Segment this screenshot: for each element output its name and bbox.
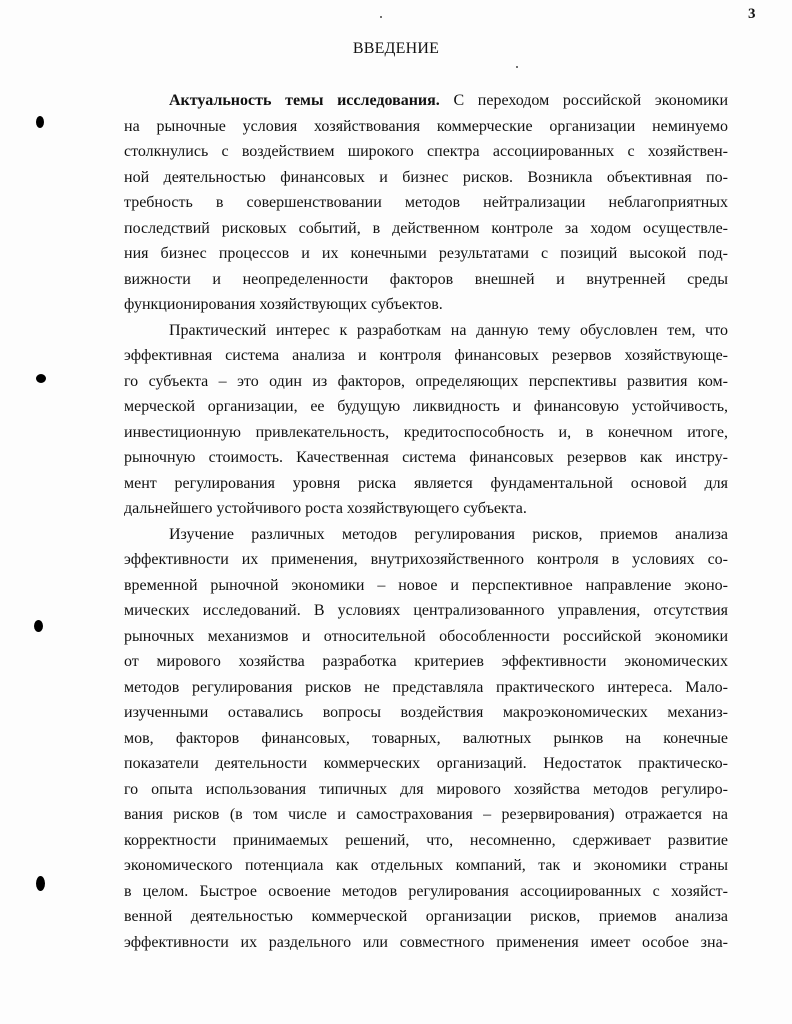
body-text [124, 88, 728, 955]
binding-hole-mark [34, 620, 43, 632]
page-title: ВВЕДЕНИЕ [352, 40, 440, 57]
paragraph-3-line: изученными оставались вопросы воздействия макроэкономических механиз- [124, 704, 728, 721]
paragraph-1-line: ной деятельностью финансовых и бизнес рисков. Возникла объективная по- [124, 168, 728, 186]
paragraph-2-line: дальнейшего устойчивого роста хозяйствующего субъекта. [124, 500, 527, 517]
paragraph-3-line: го опыта использования типичных для мирового хозяйства методов регулиро- [124, 780, 728, 798]
paragraph-2-line: эффективная система анализа и контроля финансовых резервов хозяйствующе- [124, 347, 728, 364]
paragraph-2-line: мерческой организации, ее будущую ликвидность и финансовую устойчивость, [124, 398, 728, 415]
paragraph-3-line: показатели деятельности коммерческих организаций. Недостаток практическо- [124, 755, 728, 772]
paragraph-3-line: мических исследований. В условиях централизованного управления, отсутствия [124, 602, 728, 619]
paragraph-3-line: эффективности их применения, внутрихозяйственного контроля в условиях со- [124, 551, 728, 568]
paragraph-2-line: Практический интерес к разработкам на данную тему обусловлен тем, что [169, 321, 728, 339]
paragraph-3-line: методов регулирования рисков не представляла практического интереса. Мало- [124, 678, 728, 696]
paragraph-1-line: функционирования хозяйствующих субъектов. [124, 296, 443, 313]
paragraph-2-line: го субъекта – это один из факторов, определяющих перспективы развития ком- [124, 372, 728, 390]
paragraph-1-line: ния бизнес процессов и их конечными результатами с позиций высокой под- [124, 245, 728, 262]
paragraph-1-line: на рыночные условия хозяйствования коммерческие организации неминуемо [124, 117, 728, 135]
paragraph-1-line: столкнулись с воздействием широкого спектра ассоциированных с хозяйствен- [124, 143, 728, 160]
bold-lead: Актуальность темы исследования. [169, 92, 440, 109]
binding-hole-mark [36, 116, 44, 128]
paragraph-3-line: вания рисков (в том числе и самострахования – резервирования) отражается на [124, 806, 728, 823]
paragraph-1-line: Актуальность темы исследования. С переходом российской экономики [169, 92, 729, 109]
paragraph-3-line: рыночных механизмов и относительной обособленности российской экономики [124, 627, 728, 645]
paragraph-3-line: экономического потенциала как отдельных компаний, так и экономики страны [124, 857, 728, 874]
paragraph-3-line: Изучение различных методов регулирования рисков, приемов анализа [169, 525, 728, 543]
paragraph-1-line: последствий рисковых событий, в действенном контроле за ходом осуществле- [124, 219, 728, 237]
scan-speck [516, 66, 518, 68]
page-number: 3 [748, 6, 756, 22]
paragraph-3-line: временной рыночной экономики – новое и перспективное направление эконо- [124, 576, 728, 594]
paragraph-3-line: в целом. Быстрое освоение методов регулирования ассоциированных с хозяйст- [124, 882, 728, 900]
scan-speck [380, 16, 382, 18]
paragraph-3-line: мов, факторов финансовых, товарных, валютных рынков на конечные [124, 729, 728, 747]
paragraph-3-line: корректности принимаемых решений, что, несомненно, сдерживает развитие [124, 831, 728, 849]
paragraph-2-line: рыночную стоимость. Качественная система финансовых резервов как инстру- [124, 449, 728, 466]
paragraph-1-line: требность в совершенствовании методов нейтрализации неблагоприятных [124, 194, 728, 211]
binding-hole-mark [36, 876, 45, 891]
paragraph-3-line: эффективности их раздельного или совместного применения имеет особое зна- [124, 933, 728, 951]
paragraph-2-line: мент регулирования уровня риска является фундаментальной основой для [124, 474, 728, 492]
paragraph-1-line: вижности и неопределенности факторов внешней и внутренней среды [124, 270, 728, 288]
paragraph-3-line: от мирового хозяйства разработка критериев эффективности экономических [124, 653, 728, 670]
paragraph-2-line: инвестиционную привлекательность, кредитоспособность и, в конечном итоге, [124, 423, 728, 441]
binding-hole-mark [36, 374, 46, 383]
paragraph-3-line: венной деятельностью коммерческой организации рисков, приемов анализа [124, 908, 728, 925]
